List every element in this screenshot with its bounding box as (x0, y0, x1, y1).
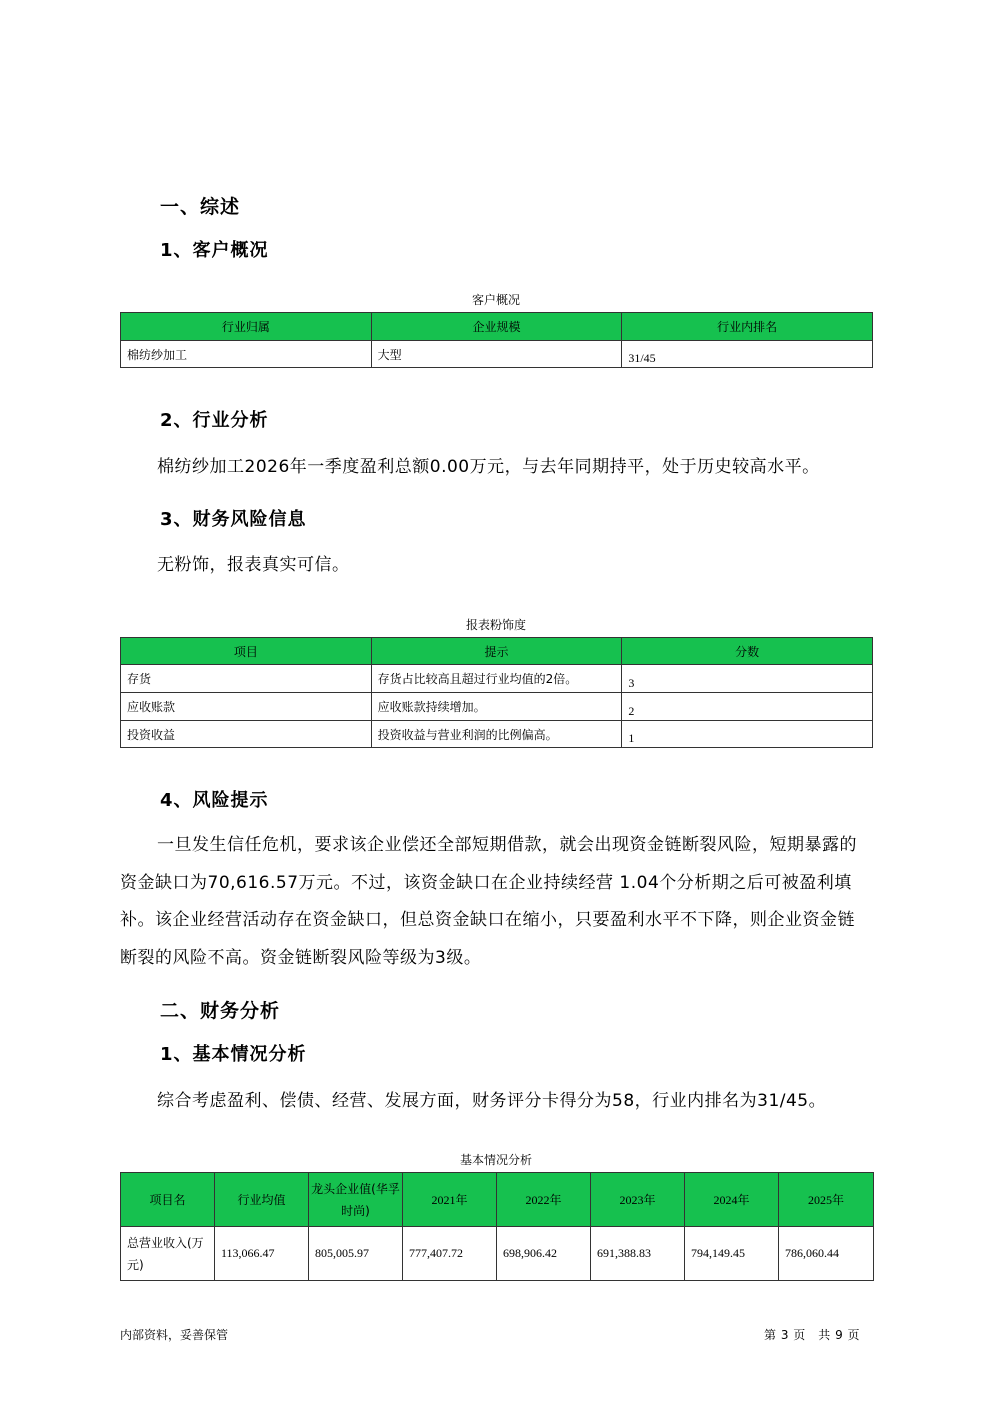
table-cell-score: 3 (622, 665, 873, 693)
subsection-title-financial-risk: 3、财务风险信息 (160, 509, 307, 530)
basic-analysis-text: 综合考虑盈利、偿债、经营、发展方面，财务评分卡得分为58，行业内排名为31/45。 (157, 1091, 827, 1111)
table-cell-item: 投资收益 (121, 721, 372, 748)
table-cell-rank: 31/45 (622, 341, 873, 368)
table-header-cell: 企业规模 (371, 313, 622, 341)
table-header-cell: 提示 (371, 638, 622, 665)
table-cell-value: 698,906.42 (497, 1227, 591, 1281)
window-dressing-table (120, 637, 873, 748)
section-title-overview: 一、综述 (160, 196, 241, 218)
table-cell-value: 777,407.72 (403, 1227, 497, 1281)
table-header-cell: 2025年 (779, 1173, 874, 1227)
table-cell-score: 2 (622, 693, 873, 721)
subsection-title-risk-tip: 4、风险提示 (160, 790, 269, 811)
table-header-cell: 2024年 (685, 1173, 779, 1227)
table-header-cell: 项目 (121, 638, 372, 665)
table-cell-item-name: 总营业收入(万元) (121, 1227, 215, 1281)
table-cell-value: 113,066.47 (215, 1227, 309, 1281)
table-cell-hint: 投资收益与营业利润的比例偏高。 (371, 721, 622, 748)
table-cell-value: 794,149.45 (685, 1227, 779, 1281)
footer-page-number: 第 3 页 共 9 页 (764, 1328, 861, 1342)
subsection-title-customer-overview: 1、客户概况 (160, 240, 269, 261)
table-cell-item: 应收账款 (121, 693, 372, 721)
table-caption-customer-overview: 客户概况 (471, 293, 520, 307)
risk-tip-text: 一旦发生信任危机，要求该企业偿还全部短期借款，就会出现资金链断裂风险，短期暴露的资金缺口为70,616.57万元。不过，该资金缺口在企业持续经营 1.04个分析期之后可被盈利填补。该企业经营活动存在资金缺口，但总资金缺口在缩小，只要盈利水平不下降，则企业资金链断裂的风险不高。资金链断裂风险等级为3级。 (120, 835, 857, 968)
table-cell-value: 691,388.83 (591, 1227, 685, 1281)
customer-overview-table (120, 312, 873, 368)
industry-analysis-text: 棉纺纱加工2026年一季度盈利总额0.00万元，与去年同期持平，处于历史较高水平。 (157, 457, 820, 477)
table-header-cell: 行业内排名 (622, 313, 873, 341)
table-cell-value: 805,005.97 (309, 1227, 403, 1281)
table-cell-value: 786,060.44 (779, 1227, 874, 1281)
table-header-cell: 分数 (622, 638, 873, 665)
table-cell-item: 存货 (121, 665, 372, 693)
table-caption-basic-analysis: 基本情况分析 (459, 1153, 532, 1167)
table-row (121, 1227, 874, 1281)
section-title-financial-analysis: 二、财务分析 (160, 1000, 281, 1022)
table-cell-hint: 存货占比较高且超过行业均值的2倍。 (371, 665, 622, 693)
table-row (121, 665, 873, 693)
basic-analysis-table (120, 1172, 874, 1281)
table-header-cell: 项目名 (121, 1173, 215, 1227)
table-cell-scale: 大型 (371, 341, 622, 368)
table-header-cell: 行业归属 (121, 313, 372, 341)
table-row (121, 721, 873, 748)
subsection-title-basic-analysis: 1、基本情况分析 (160, 1044, 307, 1065)
table-header-cell: 2023年 (591, 1173, 685, 1227)
table-header-cell: 2022年 (497, 1173, 591, 1227)
table-cell-industry: 棉纺纱加工 (121, 341, 372, 368)
table-cell-hint: 应收账款持续增加。 (371, 693, 622, 721)
table-header-cell: 行业均值 (215, 1173, 309, 1227)
table-header-cell: 2021年 (403, 1173, 497, 1227)
table-caption-window-dressing: 报表粉饰度 (465, 618, 526, 632)
financial-risk-text: 无粉饰，报表真实可信。 (157, 555, 350, 575)
table-header-cell: 龙头企业值(华孚时尚) (309, 1173, 403, 1227)
table-row (121, 341, 873, 368)
table-cell-score: 1 (622, 721, 873, 748)
table-row (121, 693, 873, 721)
subsection-title-industry-analysis: 2、行业分析 (160, 410, 269, 431)
footer-confidential-note: 内部资料，妥善保管 (120, 1328, 229, 1342)
